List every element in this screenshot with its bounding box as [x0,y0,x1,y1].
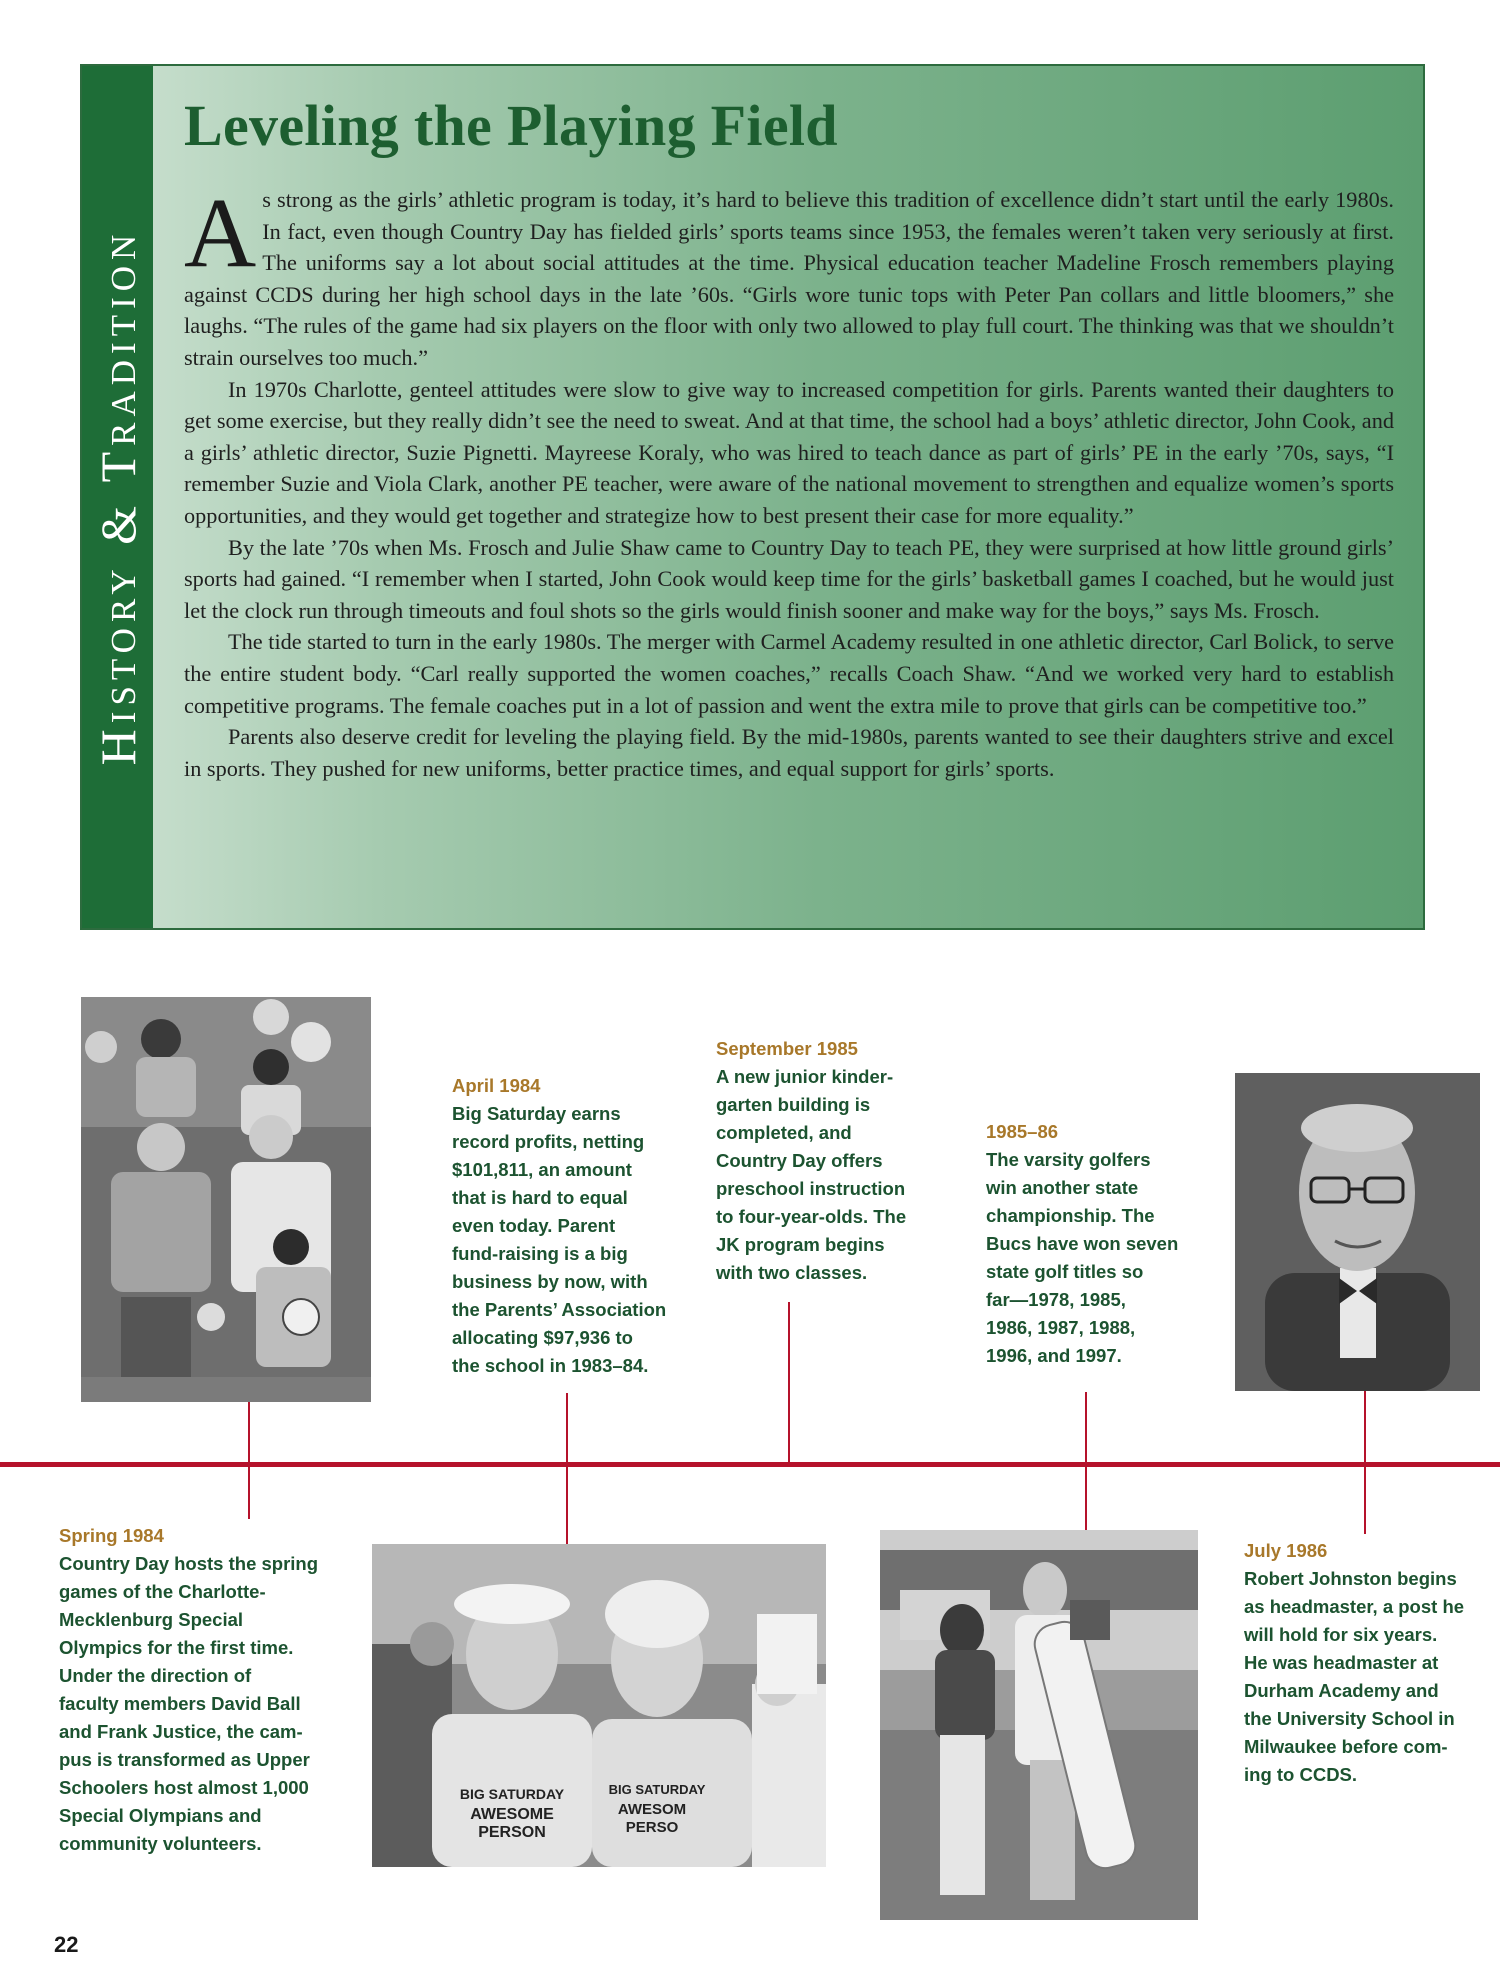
event-september-1985 [716,1035,966,1287]
article-title: Leveling the Playing Field [184,93,838,158]
article-paragraph: Parents also deserve credit for leveling the playing field. By the mid-1980s, parents wanted to see their daughters strive and excel in sports. They pushed for new uniforms, better practice times, and equal support for girls’ sports. [184,724,1394,781]
shirt-text-2: BIG SATURDAY [608,1782,706,1797]
headmaster-portrait-photo [1235,1073,1480,1391]
golfers-photo [880,1530,1198,1920]
headmaster-portrait-image [1235,1073,1480,1391]
shirt-text-1: BIG SATURDAY [459,1786,565,1802]
golfers-image [880,1530,1198,1920]
article-paragraph: By the late ’70s when Ms. Frosch and Julie Shaw came to Country Day to teach PE, they were surprised at how little ground girls’ sports had gained. “I remember when I started, John Cook would keep time for the girls’ basketball games I coached, but he would just let the clock run through timeouts and foul shots so the girls would finish sooner and make way for the boys,” says Ms. Frosch. [184,534,1394,623]
timeline-tick-spring-1984 [248,1394,250,1519]
timeline-line [0,1462,1500,1467]
special-olympics-image [81,997,371,1402]
shirt-text-1b: AWESOME [470,1806,554,1823]
special-olympics-photo [81,997,371,1402]
history-tradition-panel [80,64,1425,930]
article-body [184,177,1394,784]
timeline-tick-september-1985 [788,1302,790,1466]
event-april-1984 [452,1072,702,1380]
drop-cap: A [184,177,257,288]
big-saturday-image [372,1544,826,1867]
timeline-tick-april-1984 [566,1393,568,1548]
event-date: April 1984 [452,1075,541,1096]
event-description: The varsity golfers win another state championship. The Bucs have won seven state golf titles so far—1978, 1985, 1986, 1987, 1988, 1996, and 1997. [986,1149,1179,1366]
event-date: Spring 1984 [59,1525,164,1546]
page-number: 22 [54,1932,79,1957]
event-description: Country Day hosts the spring games of the Charlotte- Mecklenburg Special Olympics for the first time. Under the direction of faculty members David Ball and Frank Justice, the cam- pus is transformed as Upper Schoolers host almost 1,000 Special Olympians and community volunteers. [59,1553,319,1854]
big-saturday-photo [372,1544,826,1867]
event-date: July 1986 [1244,1540,1328,1561]
section-spine [82,66,153,928]
timeline-tick-1985-86 [1085,1392,1087,1530]
event-1985-86 [986,1118,1216,1370]
section-label: History & Tradition [89,228,146,766]
timeline-tick-july-1986 [1364,1384,1366,1534]
article-paragraph: The tide started to turn in the early 1980s. The merger with Carmel Academy resulted in one athletic director, Carl Bolick, to serve the entire student body. “Carl really supported the women coaches,” recalls Coach Shaw. “And we worked very hard to establish competitive programs. The female coaches put in a lot of passion and went the extra mile to prove that girls can be competitive too.” [184,629,1394,718]
event-description: Robert Johnston begins as headmaster, a post he will hold for six years. He was headmaster at Durham Academy and the University School in Milwaukee before com- ing to CCDS. [1244,1568,1465,1785]
event-description: Big Saturday earns record profits, netting $101,811, an amount that is hard to equal even today. Parent fund-raising is a big business by now, with the Parents’ Association allocating $97,936 to the school in 1983–84. [452,1103,667,1376]
shirt-text-1c: PERSON [478,1824,546,1841]
event-date: September 1985 [716,1038,858,1059]
shirt-text-2b: AWESOM [617,1801,687,1818]
event-date: 1985–86 [986,1121,1059,1142]
article-paragraph: In 1970s Charlotte, genteel attitudes were slow to give way to increased competition for girls. Parents wanted their daughters to get some exercise, but they really didn’t see the need to sweat. And at that time, the school had a boys’ athletic director, John Cook, and a girls’ athletic director, Suzie Pignetti. Mayreese Koraly, who was hired to teach dance as part of girls’ PE in the early ’70s, says, “I remember Suzie and Viola Clark, another PE teacher, were aware of the national movement to strengthen and equalize women’s sports opportunities, and they would get together and strategize how to best present their case for more equality.” [184,376,1394,528]
event-spring-1984 [59,1522,349,1858]
event-july-1986 [1244,1537,1484,1789]
shirt-text-2c: PERSO [625,1819,679,1836]
article-paragraph: As strong as the girls’ athletic program is today, it’s hard to believe this tradition of excellence didn’t start until the early 1980s. In fact, even though Country Day has fielded girls’ sports teams since 1953, the females weren’t taken very seriously at first. The uniforms say a lot about social attitudes at the time. Physical education teacher Madeline Frosch remembers playing against CCDS during her high school days in the late ’60s. “Girls wore tunic tops with Peter Pan collars and little bloomers,” she laughs. “The rules of the game had six players on the floor with only two allowed to play full court. The thinking was that we shouldn’t strain ourselves too much.” [184,177,1394,370]
event-description: A new junior kinder- garten building is completed, and Country Day offers preschool instruction to four-year-olds. The JK program begins with two classes. [716,1066,907,1283]
